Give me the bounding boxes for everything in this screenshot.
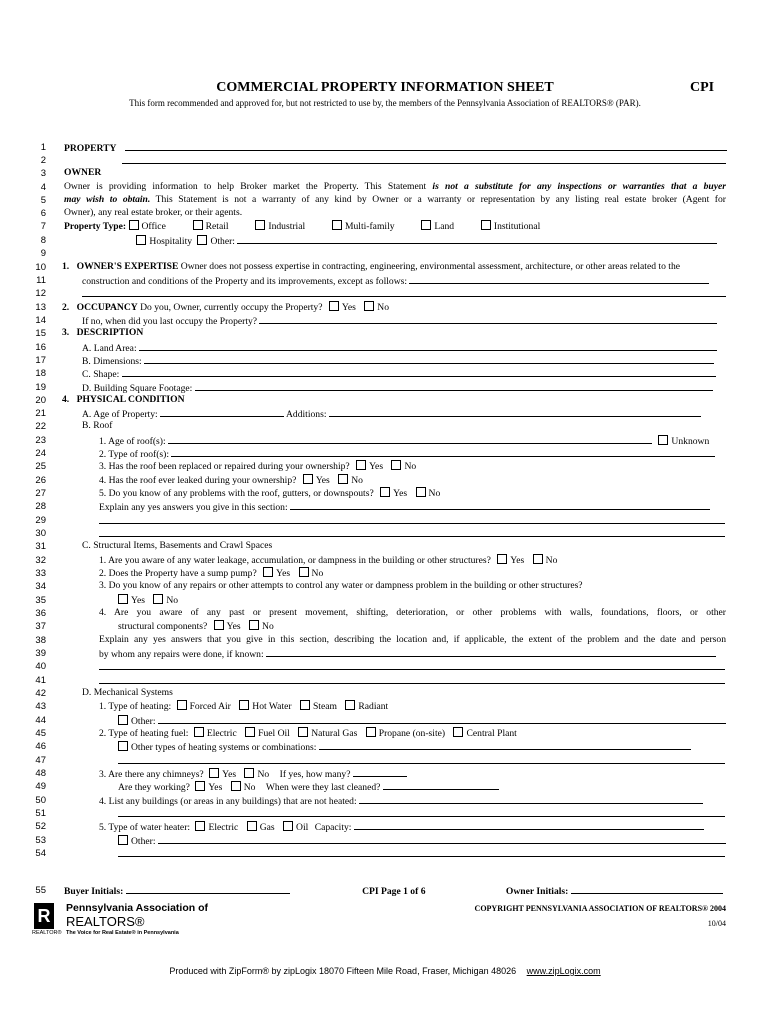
- line-18: [82, 367, 726, 379]
- section-1-title: OWNER'S EXPERTISE: [76, 261, 179, 272]
- sump-pump-no-label: No: [311, 568, 324, 579]
- working-label: Are they working?: [118, 782, 190, 793]
- roof-problems-label: 5. Do you know of any problems with the roof, gutters, or downspouts?: [99, 488, 374, 499]
- line-41: [99, 674, 726, 686]
- org-name-line-2: REALTORS®: [66, 914, 145, 929]
- hot-water-checkbox[interactable]: [239, 700, 249, 710]
- line-number: 5: [40, 195, 46, 206]
- line-number: 46: [35, 741, 46, 752]
- radiant-label: Radiant: [358, 701, 389, 712]
- line-8: [64, 234, 726, 246]
- section-2-text-2: If no, when did you last occupy the Property?: [82, 316, 258, 327]
- form-title: COMMERCIAL PROPERTY INFORMATION SHEET: [216, 80, 554, 95]
- line-32: [99, 554, 726, 566]
- land-area-field[interactable]: [139, 341, 717, 351]
- water-repairs-yes-checkbox[interactable]: [118, 594, 128, 604]
- line-number: 33: [35, 568, 46, 579]
- line-number: 2: [40, 155, 46, 166]
- movement-no-checkbox[interactable]: [249, 620, 259, 630]
- line-55: [64, 884, 726, 896]
- structural-components-label: structural components?: [118, 621, 208, 632]
- roof-type-field[interactable]: [171, 447, 715, 457]
- water-heater-electric-label: Electric: [208, 822, 239, 833]
- line-number: 51: [35, 808, 46, 819]
- line-number: 3: [40, 168, 46, 179]
- line-number: 1: [40, 142, 46, 153]
- unheated-label: 4. List any buildings (or areas in any buildings) that are not heated:: [99, 796, 357, 807]
- sump-pump-label: 2. Does the Property have a sump pump?: [99, 568, 257, 579]
- line-number: 32: [35, 555, 46, 566]
- movement-no-label: No: [262, 621, 274, 632]
- chimneys-label: 3. Are there any chimneys?: [99, 769, 204, 780]
- industrial-checkbox[interactable]: [255, 220, 265, 230]
- water-heater-oil-label: Oil: [296, 822, 309, 833]
- section-2-title: OCCUPANCY: [76, 302, 138, 313]
- water-heater-electric-checkbox[interactable]: [195, 821, 205, 831]
- line-35: [118, 594, 726, 606]
- working-yes-checkbox[interactable]: [195, 781, 205, 791]
- building-sqft-field[interactable]: [195, 381, 713, 391]
- owner-heading: OWNER: [64, 167, 102, 178]
- fuel-oil-checkbox[interactable]: [245, 727, 255, 737]
- occupy-no-label: No: [377, 302, 390, 313]
- central-plant-checkbox[interactable]: [453, 727, 463, 737]
- water-repairs-label: 3. Do you know of any repairs or other attempts to control any water or dampness problem in the building or other structures?: [99, 580, 583, 591]
- line-number: 54: [35, 848, 46, 859]
- roof-replaced-yes-checkbox[interactable]: [356, 460, 366, 470]
- sump-pump-yes-checkbox[interactable]: [263, 567, 273, 577]
- section-2-number: 2.: [62, 302, 70, 313]
- water-heater-gas-label: Gas: [259, 822, 275, 833]
- roof-explain-field-2[interactable]: [99, 514, 725, 524]
- water-heater-other-field[interactable]: [158, 834, 726, 844]
- water-leakage-yes-checkbox[interactable]: [497, 554, 507, 564]
- roof-replaced-no-checkbox[interactable]: [391, 460, 401, 470]
- dimensions-field[interactable]: [144, 354, 714, 364]
- fuel-electric-label: Electric: [206, 728, 237, 739]
- natural-gas-checkbox[interactable]: [298, 727, 308, 737]
- line-number: 43: [35, 701, 46, 712]
- roof-age-unknown-label: Unknown: [671, 436, 710, 447]
- age-property-label: A. Age of Property:: [82, 409, 158, 420]
- line-number: 19: [35, 382, 46, 393]
- line-number: 22: [35, 421, 46, 432]
- water-heater-other-label: Other:: [131, 836, 156, 847]
- line-30: [99, 527, 726, 539]
- line-39: [99, 647, 726, 659]
- line-31: [82, 540, 726, 552]
- roof-age-unknown-checkbox[interactable]: [658, 435, 668, 445]
- hot-water-label: Hot Water: [252, 701, 292, 712]
- hospitality-checkbox[interactable]: [136, 235, 146, 245]
- line-number: 17: [35, 355, 46, 366]
- line-12: [82, 287, 726, 299]
- line-42: [82, 687, 726, 699]
- realtor-logo-icon: [34, 903, 54, 929]
- line-number: 20: [35, 395, 46, 406]
- owner-text-d: This Statement is not a warranty of any kind by Owner or a warranty or representation by any listing real estate broker (Agent for: [150, 194, 726, 205]
- line-48: [99, 767, 726, 779]
- owner-text-e: Owner), any real estate broker, or their agents.: [64, 207, 243, 218]
- movement-yes-checkbox[interactable]: [214, 620, 224, 630]
- line-3: [64, 167, 726, 179]
- footer-text: Produced with ZipForm® by zipLogix 18070 Fifteen Mile Road, Fraser, Michigan 48026: [169, 966, 517, 976]
- line-34: [99, 580, 726, 592]
- roof-problems-no-label: No: [428, 488, 441, 499]
- line-51: [118, 807, 726, 819]
- line-27: [99, 487, 726, 499]
- forced-air-label: Forced Air: [189, 701, 231, 712]
- line-number: 29: [35, 515, 46, 526]
- steam-label: Steam: [312, 701, 337, 712]
- line-24: [99, 447, 726, 459]
- line-number: 18: [35, 368, 46, 379]
- footer-link[interactable]: www.zipLogix.com: [526, 966, 601, 976]
- line-number: 38: [35, 635, 46, 646]
- line-26: [99, 474, 726, 486]
- shape-field[interactable]: [122, 367, 716, 377]
- line-46: [118, 740, 726, 752]
- logo-letter: R: [37, 906, 51, 926]
- other-type-field[interactable]: [237, 234, 717, 244]
- line-45: [99, 727, 726, 739]
- copyright: COPYRIGHT PENNSYLVANIA ASSOCIATION OF REALTORS® 2004: [474, 904, 726, 913]
- line-number: 21: [35, 408, 46, 419]
- water-heater-gas-checkbox[interactable]: [247, 821, 257, 831]
- capacity-field[interactable]: [354, 820, 704, 830]
- structural-explain-field-2[interactable]: [99, 660, 725, 670]
- line-number: 39: [35, 648, 46, 659]
- central-plant-label: Central Plant: [466, 728, 517, 739]
- other-heating-label: Other types of heating systems or combinations:: [131, 742, 317, 753]
- multifamily-label: Multi-family: [344, 221, 395, 232]
- how-many-label: If yes, how many?: [279, 769, 351, 780]
- sump-pump-yes-label: Yes: [276, 568, 291, 579]
- line-number: 24: [35, 448, 46, 459]
- expertise-field-2[interactable]: [82, 287, 726, 297]
- line-25: [99, 460, 726, 472]
- land-checkbox[interactable]: [421, 220, 431, 230]
- property-heading: PROPERTY: [64, 143, 117, 154]
- line-number: 44: [35, 715, 46, 726]
- line-52: [99, 820, 726, 832]
- roof-leaked-no-checkbox[interactable]: [338, 474, 348, 484]
- roof-replaced-no-label: No: [404, 461, 417, 472]
- water-leakage-label: 1. Are you aware of any water leakage, accumulation, or dampness in the building or other structures?: [99, 555, 491, 566]
- roof-leaked-yes-label: Yes: [315, 475, 330, 486]
- line-54: [118, 847, 726, 859]
- water-heater-other-checkbox[interactable]: [118, 835, 128, 845]
- line-number: 13: [35, 302, 46, 313]
- forced-air-checkbox[interactable]: [177, 700, 187, 710]
- line-number: 36: [35, 608, 46, 619]
- age-property-field[interactable]: [160, 407, 284, 417]
- other-heating-checkbox[interactable]: [118, 741, 128, 751]
- owner-initials-field[interactable]: [571, 884, 723, 894]
- unheated-field[interactable]: [359, 794, 703, 804]
- line-number: 34: [35, 581, 46, 592]
- roof-explain-field-3[interactable]: [99, 527, 725, 537]
- line-1: [64, 141, 726, 153]
- roof-problems-no-checkbox[interactable]: [416, 487, 426, 497]
- roof-problems-yes-checkbox[interactable]: [380, 487, 390, 497]
- other-type-label: Other:: [210, 236, 235, 247]
- property-type-label: Property Type:: [64, 221, 127, 232]
- line-number: 53: [35, 835, 46, 846]
- working-no-checkbox[interactable]: [231, 781, 241, 791]
- water-repairs-no-checkbox[interactable]: [153, 594, 163, 604]
- multifamily-checkbox[interactable]: [332, 220, 342, 230]
- water-repairs-yes-label: Yes: [131, 595, 145, 606]
- section-4-title: PHYSICAL CONDITION: [76, 394, 185, 405]
- footer: [0, 966, 770, 976]
- movement-yes-label: Yes: [226, 621, 241, 632]
- structural-explain-field-3[interactable]: [99, 674, 725, 684]
- line-number: 28: [35, 501, 46, 512]
- line-number: 10: [35, 262, 46, 273]
- line-7: [64, 220, 726, 232]
- roof-label: B. Roof: [82, 420, 113, 431]
- line-4: [64, 181, 726, 193]
- line-38: [99, 634, 726, 646]
- page-info: CPI Page 1 of 6: [362, 886, 426, 897]
- line-number: 41: [35, 675, 46, 686]
- line-5: [64, 194, 726, 206]
- line-number: 50: [35, 795, 46, 806]
- line-number: 15: [35, 328, 46, 339]
- retail-checkbox[interactable]: [193, 220, 203, 230]
- last-occupied-field[interactable]: [259, 314, 717, 324]
- land-area-label: A. Land Area:: [82, 343, 137, 354]
- unheated-field-2[interactable]: [118, 807, 725, 817]
- buyer-initials-field[interactable]: [126, 884, 290, 894]
- line-22: [82, 420, 726, 432]
- water-leakage-no-checkbox[interactable]: [533, 554, 543, 564]
- line-44: [118, 714, 726, 726]
- line-29: [99, 514, 726, 526]
- line-6: [64, 207, 726, 219]
- institutional-checkbox[interactable]: [481, 220, 491, 230]
- heating-other-field[interactable]: [158, 714, 726, 724]
- line-13: [62, 301, 726, 313]
- institutional-label: Institutional: [493, 221, 541, 232]
- office-checkbox[interactable]: [129, 220, 139, 230]
- line-53: [118, 834, 726, 846]
- roof-leaked-yes-checkbox[interactable]: [303, 474, 313, 484]
- property-field[interactable]: [125, 141, 727, 151]
- line-number: 31: [35, 541, 46, 552]
- building-sqft-label: D. Building Square Footage:: [82, 383, 193, 394]
- line-23: [99, 434, 726, 446]
- capacity-label: Capacity:: [314, 822, 352, 833]
- roof-age-label: 1. Age of roof(s):: [99, 436, 166, 447]
- roof-explain-field[interactable]: [290, 500, 710, 510]
- owner-text-b: is not a substitute for any inspections or warranties that a buyer: [432, 181, 726, 192]
- line-number: 49: [35, 781, 46, 792]
- roof-leaked-no-label: No: [351, 475, 363, 486]
- water-leakage-no-label: No: [545, 555, 558, 566]
- line-number: 27: [35, 488, 46, 499]
- water-heater-label: 5. Type of water heater:: [99, 822, 191, 833]
- other-heating-field-2[interactable]: [118, 754, 725, 764]
- heating-other-checkbox[interactable]: [118, 715, 128, 725]
- owner-text-c: may wish to obtain.: [64, 194, 151, 205]
- retail-label: Retail: [205, 221, 229, 232]
- line-number: 6: [40, 208, 46, 219]
- section-2-text: Do you, Owner, currently occupy the Property?: [137, 302, 323, 313]
- line-number: 26: [35, 475, 46, 486]
- section-1-number: 1.: [62, 261, 70, 272]
- line-36: [99, 607, 726, 619]
- property-field-2[interactable]: [122, 154, 726, 164]
- how-many-field[interactable]: [353, 767, 407, 777]
- line-16: [82, 341, 726, 353]
- section-3-number: 3.: [62, 327, 70, 338]
- line-28: [99, 500, 726, 512]
- water-leakage-yes-label: Yes: [510, 555, 525, 566]
- roof-replaced-label: 3. Has the roof been replaced or repaired during your ownership?: [99, 461, 350, 472]
- line-number: 42: [35, 688, 46, 699]
- line-17: [82, 354, 726, 366]
- line-2: [64, 154, 726, 166]
- chimneys-yes-checkbox[interactable]: [209, 768, 219, 778]
- line-number: 47: [35, 755, 46, 766]
- line-number: 14: [35, 315, 46, 326]
- line-number: 25: [35, 461, 46, 472]
- mechanical-title: D. Mechanical Systems: [82, 687, 173, 698]
- line-14: [82, 314, 726, 326]
- line-number: 30: [35, 528, 46, 539]
- line-number: 4: [40, 182, 46, 193]
- form-version: 10/04: [707, 919, 726, 928]
- propane-checkbox[interactable]: [366, 727, 376, 737]
- fuel-electric-checkbox[interactable]: [194, 727, 204, 737]
- water-heater-oil-checkbox[interactable]: [283, 821, 293, 831]
- dimensions-label: B. Dimensions:: [82, 356, 142, 367]
- line-number: 12: [35, 288, 46, 299]
- other-type-checkbox[interactable]: [197, 235, 207, 245]
- line-number: 55: [35, 885, 46, 896]
- water-repairs-no-label: No: [166, 595, 179, 606]
- structural-title: C. Structural Items, Basements and Crawl Spaces: [82, 540, 273, 551]
- line-19: [82, 381, 726, 393]
- line-37: [118, 620, 726, 632]
- line-47: [118, 754, 726, 766]
- land-label: Land: [434, 221, 455, 232]
- line-number: 8: [40, 235, 46, 246]
- line-number: 35: [35, 595, 46, 606]
- roof-age-field[interactable]: [168, 434, 652, 444]
- chimneys-yes-label: Yes: [222, 769, 237, 780]
- section-4-number: 4.: [62, 394, 70, 405]
- fuel-oil-label: Fuel Oil: [258, 728, 290, 739]
- structural-explain-label-2: by whom any repairs were done, if known:: [99, 649, 264, 660]
- heating-fuel-label: 2. Type of heating fuel:: [99, 728, 189, 739]
- line-49: [118, 780, 726, 792]
- line-number: 9: [40, 248, 46, 259]
- steam-checkbox[interactable]: [300, 700, 310, 710]
- last-cleaned-field[interactable]: [383, 780, 499, 790]
- working-no-label: No: [243, 782, 256, 793]
- additions-field[interactable]: [329, 407, 701, 417]
- realtor-mark: REALTOR®: [32, 930, 62, 936]
- section-1-text: Owner does not possess expertise in contracting, engineering, environmental assessment, architecture, or other areas related to the: [178, 261, 681, 272]
- expertise-field[interactable]: [409, 274, 709, 284]
- other-heating-field[interactable]: [319, 740, 691, 750]
- line-number: 16: [35, 342, 46, 353]
- line-40: [99, 660, 726, 672]
- owner-text-a: Owner is providing information to help Broker market the Property. This Statement: [64, 181, 433, 192]
- working-yes-label: Yes: [208, 782, 223, 793]
- structural-explain-label: Explain any yes answers that you give in this section, describing the location and, if applicable, the extent of the problem and the date and person: [99, 634, 726, 645]
- line-10: [62, 261, 726, 273]
- last-cleaned-label: When were they last cleaned?: [265, 782, 381, 793]
- water-heater-other-field-2[interactable]: [118, 847, 725, 857]
- structural-explain-field[interactable]: [266, 647, 716, 657]
- form-code: CPI: [690, 80, 715, 95]
- line-21: [82, 407, 726, 419]
- movement-label: 4. Are you aware of any past or present movement, shifting, deterioration, or other problems with walls, foundations, floors, or other: [99, 607, 726, 618]
- line-43: [99, 700, 726, 712]
- owner-initials-label: Owner Initials:: [505, 886, 569, 897]
- industrial-label: Industrial: [268, 221, 306, 232]
- line-20: [62, 394, 726, 406]
- section-3-title: DESCRIPTION: [76, 327, 144, 338]
- roof-leaked-label: 4. Has the roof ever leaked during your ownership?: [99, 475, 297, 486]
- natural-gas-label: Natural Gas: [311, 728, 358, 739]
- roof-problems-yes-label: Yes: [393, 488, 408, 499]
- occupy-no-checkbox[interactable]: [364, 301, 374, 311]
- heating-type-label: 1. Type of heating:: [99, 701, 172, 712]
- line-number: 48: [35, 768, 46, 779]
- hospitality-label: Hospitality: [149, 236, 193, 247]
- shape-label: C. Shape:: [82, 369, 120, 380]
- propane-label: Propane (on-site): [378, 728, 446, 739]
- line-11: [82, 274, 726, 286]
- occupy-yes-label: Yes: [341, 302, 356, 313]
- org-name-line-1: Pennsylvania Association of: [66, 902, 208, 914]
- roof-replaced-yes-label: Yes: [369, 461, 384, 472]
- chimneys-no-label: No: [257, 769, 270, 780]
- line-number: 11: [36, 275, 46, 286]
- line-number: 52: [35, 821, 46, 832]
- form-subtitle: This form recommended and approved for, but not restricted to use by, the members of the Pennsylvania Association of REALTORS® (PAR).: [129, 98, 641, 108]
- line-number: 7: [40, 221, 46, 232]
- line-50: [99, 794, 726, 806]
- additions-label: Additions:: [285, 409, 327, 420]
- section-1-text-2: construction and conditions of the Property and its improvements, except as follows:: [82, 276, 408, 287]
- office-label: Office: [141, 221, 166, 232]
- line-number: 45: [35, 728, 46, 739]
- heating-other-label: Other:: [131, 716, 156, 727]
- line-number: 37: [35, 621, 46, 632]
- line-33: [99, 567, 726, 579]
- roof-explain-label: Explain any yes answers you give in this section:: [99, 502, 288, 513]
- line-15: [62, 327, 726, 339]
- line-number: 23: [35, 435, 46, 446]
- buyer-initials-label: Buyer Initials:: [64, 886, 124, 897]
- occupy-yes-checkbox[interactable]: [329, 301, 339, 311]
- sump-pump-no-checkbox[interactable]: [299, 567, 309, 577]
- chimneys-no-checkbox[interactable]: [244, 768, 254, 778]
- roof-type-label: 2. Type of roof(s):: [99, 449, 170, 460]
- line-number: 40: [35, 661, 46, 672]
- org-tagline: The Voice for Real Estate® in Pennsylvania: [66, 930, 179, 936]
- radiant-checkbox[interactable]: [345, 700, 355, 710]
